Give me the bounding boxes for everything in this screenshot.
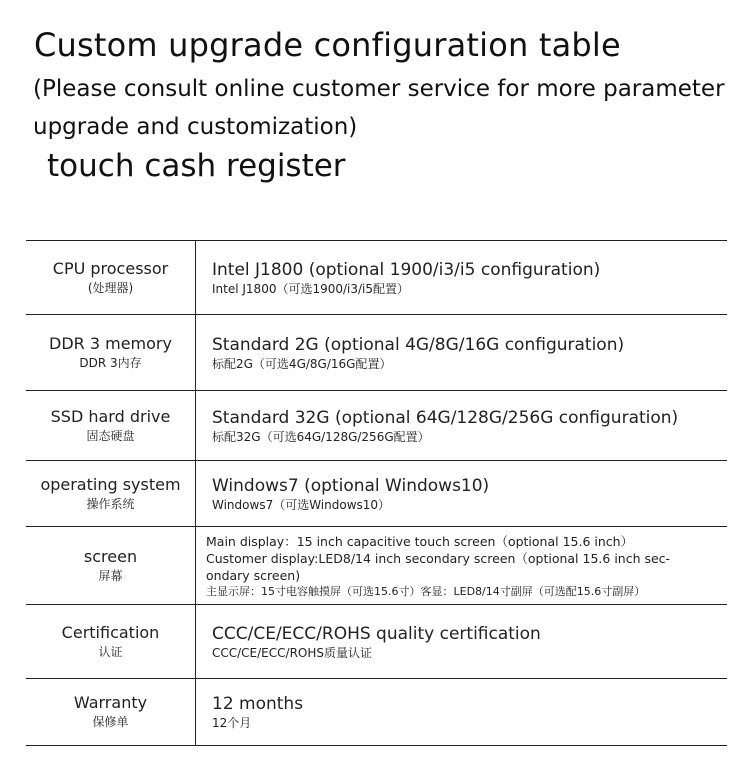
row-label-cell xyxy=(26,241,196,314)
row-label: Warranty xyxy=(73,693,148,712)
screen-customer-display: Customer display:LED8/14 inch secondary screen（optional 15.6 inch sec- xyxy=(206,551,671,566)
screen-customer-display-cont: ondary screen) xyxy=(206,568,301,583)
row-label-zh: (处理器) xyxy=(87,280,134,295)
screen-main-display: Main display：15 inch capacitive touch screen（optional 15.6 inch） xyxy=(206,534,634,549)
row-label-zh: 认证 xyxy=(98,644,123,659)
row-value-zh: Intel J1800（可选1900/i3/i5配置） xyxy=(212,281,410,296)
row-value-cell xyxy=(196,315,727,390)
row-label-cell xyxy=(26,391,196,460)
row-value: Intel J1800 (optional 1900/i3/i5 configuration) xyxy=(212,259,601,280)
row-value-cell xyxy=(196,605,727,678)
page-title: Custom upgrade configuration table xyxy=(34,26,621,64)
row-value-cell xyxy=(196,679,727,745)
row-label: screen xyxy=(83,546,138,566)
row-label-zh: 固态硬盘 xyxy=(86,428,135,443)
table-row-ssd xyxy=(26,390,727,460)
row-value-cell xyxy=(196,241,727,314)
config-table xyxy=(26,240,727,746)
row-label-cell xyxy=(26,605,196,678)
row-value: CCC/CE/ECC/ROHS quality certification xyxy=(212,623,541,644)
table-row-certification xyxy=(26,604,727,678)
row-value-cell xyxy=(196,527,727,604)
row-value-zh: CCC/CE/ECC/ROHS质量认证 xyxy=(212,645,372,660)
row-label: Certification xyxy=(61,622,160,642)
row-label-cell xyxy=(26,527,196,604)
row-label: operating system xyxy=(40,474,181,494)
row-value: Standard 2G (optional 4G/8G/16G configuration) xyxy=(212,334,625,355)
row-label-cell xyxy=(26,679,196,745)
table-row-os xyxy=(26,460,727,526)
table-row-cpu xyxy=(26,240,727,314)
row-value-cell xyxy=(196,461,727,526)
row-value: Standard 32G (optional 64G/128G/256G configuration) xyxy=(212,407,679,428)
product-name: touch cash register xyxy=(47,148,346,184)
row-label-zh: 屏幕 xyxy=(98,568,123,583)
table-row-warranty xyxy=(26,678,727,746)
row-label-cell xyxy=(26,315,196,390)
row-label-zh: 操作系统 xyxy=(86,496,135,511)
row-label-zh: DDR 3内存 xyxy=(79,355,142,370)
row-value-zh: 标配2G（可选4G/8G/16G配置） xyxy=(212,356,392,371)
row-label: CPU processor xyxy=(52,258,169,278)
row-value-zh: 主显示屏：15寸电容触摸屏（可选15.6寸）客显：LED8/14寸副屏（可选配15.6寸副屏） xyxy=(206,585,646,598)
table-row-screen xyxy=(26,526,727,604)
table-row-memory xyxy=(26,314,727,390)
row-value-cell xyxy=(196,391,727,460)
row-value-zh: 12个月 xyxy=(212,716,252,730)
row-label-cell xyxy=(26,461,196,526)
row-label-zh: 保修单 xyxy=(92,715,129,729)
row-value: 12 months xyxy=(212,694,304,714)
row-value-zh: Windows7（可选Windows10） xyxy=(212,497,391,512)
row-value-zh: 标配32G（可选64G/128G/256G配置） xyxy=(212,429,430,444)
row-value: Windows7 (optional Windows10) xyxy=(212,475,490,496)
row-label: DDR 3 memory xyxy=(49,333,172,353)
row-label: SSD hard drive xyxy=(50,406,171,426)
page-subtitle: (Please consult online customer service for more parameter upgrade and customization) xyxy=(33,76,725,140)
